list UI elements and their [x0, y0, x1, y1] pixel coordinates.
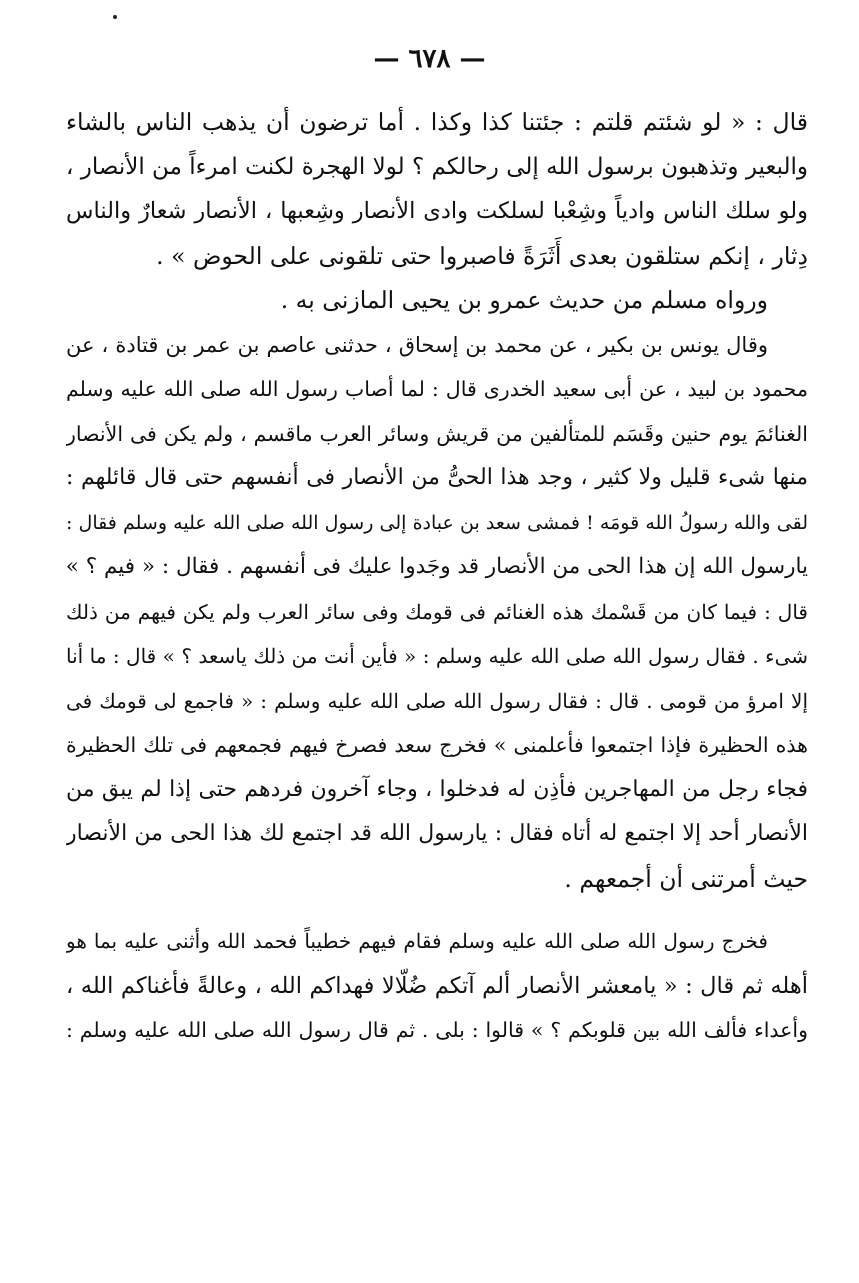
- ink-speck: [113, 15, 117, 19]
- text-line-9: منها شىء قليل ولا كثير ، وجد هذا الحىُّ من الأنصار فى أنفسهم حتى قال قائلهم :: [66, 465, 808, 490]
- text-line-18: حيث أمرتنى أن أجمعهم .: [564, 864, 808, 893]
- text-line-15: هذه الحظيرة فإذا اجتمعوا فأعلمنى » فخرج سعد فصرخ فيهم فجمعهم فى تلك الحظيرة: [66, 733, 808, 757]
- text-line-17: الأنصار أحد إلا اجتمع له أتاه فقال : يارسول الله قد اجتمع لك هذا الحى من الأنصار: [66, 821, 808, 846]
- text-line-6: وقال يونس بن بكير ، عن محمد بن إسحاق ، حدثنى عاصم بن عمر بن قتادة ، عن: [66, 332, 768, 357]
- text-line-10: لقى والله رسولُ الله قومَه ! فمشى سعد بن عبادة إلى رسول الله صلى الله عليه وسلم فقال :: [66, 511, 808, 534]
- text-line-3: ولو سلك الناس وادياً وشِعْبا لسلكت وادى الأنصار وشِعبها ، الأنصار شعارٌ والناس: [66, 198, 808, 224]
- text-line-1: قال : « لو شئتم قلتم : جئتنا كذا وكذا . أما ترضون أن يذهب الناس بالشاء: [66, 108, 808, 136]
- paragraph-gap: [66, 901, 808, 919]
- text-line-7: محمود بن لبيد ، عن أبى سعيد الخدرى قال : لما أصاب رسول الله صلى الله عليه وسلم: [66, 377, 808, 401]
- page-number: — ٦٧٨ —: [373, 44, 486, 74]
- body-text: [66, 100, 808, 1053]
- text-line-20: أهله ثم قال : « يامعشر الأنصار ألم آتكم ضُلّالا فهداكم الله ، وعالةً فأغناكم الله ،: [66, 972, 808, 999]
- text-line-12: قال : فيما كان من قَسْمك هذه الغنائم فى قومك وفى سائر العرب ولم يكن فيهم من ذلك: [66, 599, 808, 624]
- text-line-5: ورواه مسلم من حديث عمرو بن يحيى المازنى به .: [280, 286, 768, 314]
- text-line-13: شىء . فقال رسول الله صلى الله عليه وسلم : « فأين أنت من ذلك ياسعد ؟ » قال : ما أنا: [66, 644, 808, 668]
- text-line-14: إلا امرؤ من قومى . قال : فقال رسول الله صلى الله عليه وسلم : « فاجمع لى قومك فى: [66, 688, 808, 713]
- text-line-8: الغنائمَ يوم حنين وقَسَم للمتألفين من قريش وسائر العرب ماقسم ، ولم يكن فى الأنصار: [66, 421, 808, 446]
- text-line-11: يارسول الله إن هذا الحى من الأنصار قد وجَدوا عليك فى أنفسهم . فقال : « فيم ؟ »: [66, 554, 808, 579]
- text-line-21: وأعداء فألف الله بين قلوبكم ؟ » قالوا : بلى . ثم قال رسول الله صلى الله عليه وسلم :: [66, 1018, 808, 1042]
- text-line-2: والبعير وتذهبون برسول الله إلى رحالكم ؟ لولا الهجرة لكنت امرءاً من الأنصار ،: [66, 153, 808, 180]
- text-line-16: فجاء رجل من المهاجرين فأذِن له فدخلوا ، وجاء آخرون فردهم حتى إذا لم يبق من: [66, 776, 808, 802]
- text-line-4: دِثار ، إنكم ستلقون بعدى أَثَرَةً فاصبروا حتى تلقونى على الحوض » .: [156, 241, 808, 270]
- text-line-19: فخرج رسول الله صلى الله عليه وسلم فقام فيهم خطيباً فحمد الله وأثنى عليه بما هو: [66, 929, 768, 953]
